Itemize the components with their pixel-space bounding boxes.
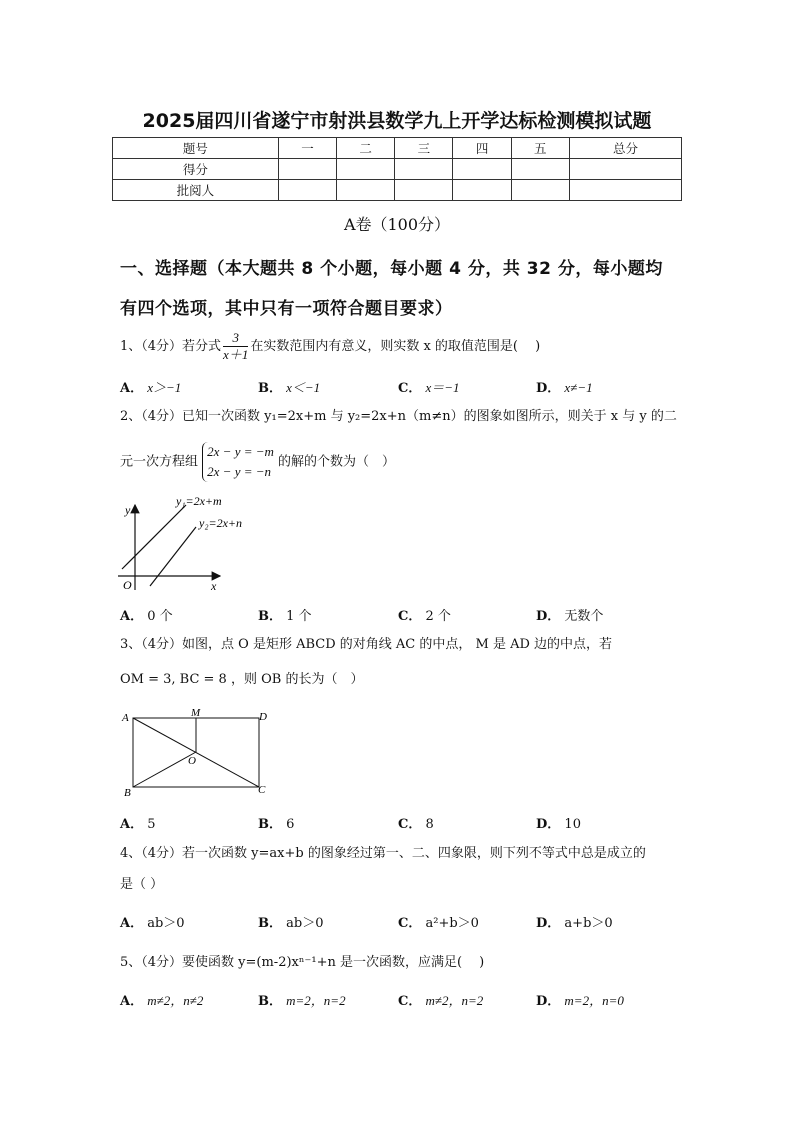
q3-rectangle-figure [118,706,278,801]
option-c[interactable]: C． a²+b＞0 [398,916,479,931]
option-b[interactable]: B． 6 [258,817,295,832]
section-title: A卷（100分） [343,215,451,234]
option-c[interactable]: C． m≠2，n=2 [398,993,484,1009]
question-4-line1: 4、（4分）若一次函数 y=ax+b 的图象经过第一、二、四象限，则下列不等式中总是成立的 [120,846,646,861]
option-a[interactable]: A． m≠2，n≠2 [120,993,204,1009]
point-o: O [188,755,196,767]
fraction-denominator: x＋1 [223,347,249,362]
graph-label-y2: y₂=2x+n [199,516,243,530]
option-d[interactable]: D． 10 [536,817,581,832]
score-input-cell[interactable] [278,180,336,201]
question-1 [120,330,690,363]
equation-2: 2x − y = −n [207,464,272,479]
option-c[interactable]: C． 2 个 [398,609,451,624]
question-5-line1: 5、（4分）要使函数 y=(m-2)xⁿ⁻¹+n 是一次函数，应满足( ) [120,955,485,970]
axis-label-y: y [125,503,131,517]
question-2-line2 [120,442,690,482]
score-input-cell[interactable] [569,159,681,180]
option-a[interactable]: A． ab＞0 [120,916,185,931]
question-3-line2: OM = 3, BC = 8 ，则 OB 的长为（ ） [120,672,364,687]
score-table [112,137,682,201]
score-cell: 题号 [113,138,279,159]
vertex-c: C [258,784,266,796]
score-input-cell[interactable] [569,180,681,201]
question-text: 在实数范围内有意义，则实数 x 的取值范围是( ) [250,339,541,354]
equation-system [202,442,274,482]
score-input-cell[interactable] [278,159,336,180]
question-text: 的解的个数为（ ） [278,454,396,470]
q2-graph [110,493,270,593]
question-2-line1: 2、（4分）已知一次函数 y₁=2x+m 与 y₂=2x+n（m≠n）的图象如图所示，则关于 x 与 y 的二 [120,409,677,424]
page-title: 2025届四川省遂宁市射洪县数学九上开学达标检测模拟试题 [142,110,652,132]
score-input-cell[interactable] [337,159,395,180]
origin-label: O [123,578,132,592]
option-c[interactable]: C． 8 [398,817,434,832]
option-c[interactable]: C． x＝−1 [398,380,460,396]
section-heading-line2: 有四个选项，其中只有一项符合题目要求） [120,299,453,319]
axis-label-x: x [211,579,217,593]
option-b[interactable]: B． ab＞0 [258,916,324,931]
section-heading-line1: 一、选择题（本大题共 8 个小题，每小题 4 分，共 32 分，每小题均 [120,259,663,279]
option-d[interactable]: D． 无数个 [536,609,604,624]
score-cell: 三 [395,138,453,159]
score-input-cell[interactable] [337,180,395,201]
option-a[interactable]: A． 5 [120,817,156,832]
segment-ob [133,752,196,787]
equation-1: 2x − y = −m [207,444,274,459]
vertex-a: A [122,712,129,724]
option-a[interactable]: A． x＞−1 [120,380,182,396]
question-text: 1、（4分）若分式 [120,339,222,354]
score-table-score-row [113,159,682,180]
graph-label-y1: y₁=2x+m [176,494,222,508]
score-input-cell[interactable] [511,159,569,180]
option-a[interactable]: A． 0 个 [120,609,173,624]
option-b[interactable]: B． m=2，n=2 [258,993,346,1009]
score-cell: 二 [337,138,395,159]
score-cell: 一 [278,138,336,159]
option-d[interactable]: D． x≠−1 [536,380,593,396]
line-y2 [150,527,196,586]
option-d[interactable]: D． m=2，n=0 [536,993,624,1009]
score-table-grader-row [113,180,682,201]
score-cell: 四 [453,138,511,159]
question-4-line2: 是（ ） [120,877,164,892]
score-input-cell[interactable] [453,159,511,180]
score-input-cell[interactable] [453,180,511,201]
score-input-cell[interactable] [395,180,453,201]
option-b[interactable]: B． 1 个 [258,609,312,624]
score-input-cell[interactable] [395,159,453,180]
option-d[interactable]: D． a+b＞0 [536,916,613,931]
score-table-header-row [113,138,682,159]
score-cell: 五 [511,138,569,159]
question-3-line1: 3、（4分）如图，点 O 是矩形 ABCD 的对角线 AC 的中点， M 是 AD 边的中点，若 [120,637,613,652]
score-input-cell[interactable] [511,180,569,201]
vertex-b: B [124,787,131,799]
option-b[interactable]: B． x＜−1 [258,380,321,396]
line-y1 [122,505,186,569]
score-cell: 批阅人 [113,180,279,201]
point-m: M [191,707,201,719]
vertex-d: D [259,711,267,723]
score-cell: 得分 [113,159,279,180]
fraction-numerator: 3 [223,330,248,347]
question-text: 元一次方程组 [120,454,199,470]
fraction [223,330,248,363]
score-cell: 总分 [569,138,681,159]
